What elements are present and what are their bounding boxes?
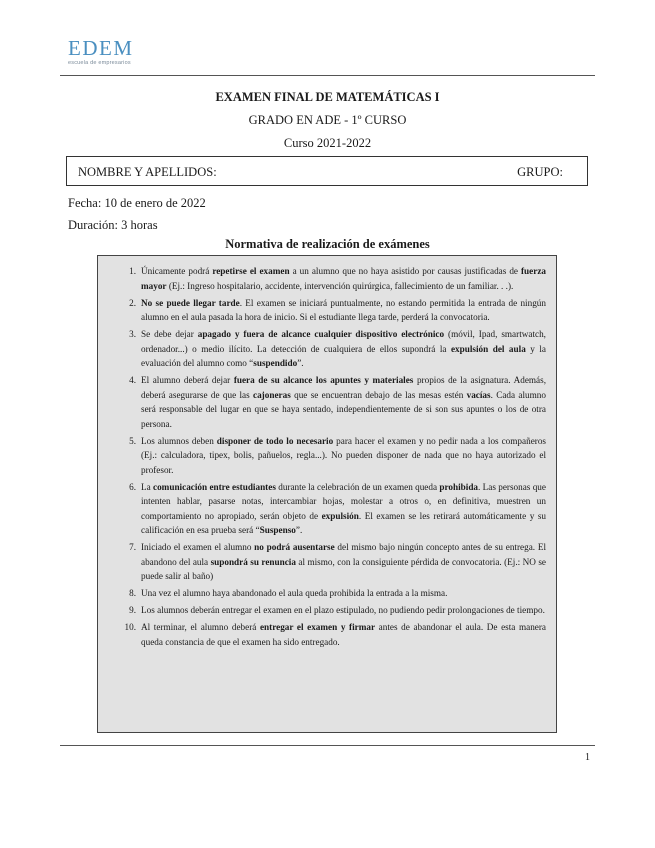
rule-text: . El examen se les retirará automáticamente y su calificación en esa prueba será “ — [141, 510, 546, 535]
rule-emphasis: vacías — [466, 389, 491, 400]
course-line: Curso 2021-2022 — [283, 136, 372, 150]
rule-text: del mismo bajo ningún concepto antes de su entrega. El abandono del aula — [141, 542, 546, 567]
rule-text: que se encuentran debajo de las mesas estén — [290, 389, 467, 400]
rule-item — [98, 480, 546, 538]
exam-duration: Duración: 3 horas — [68, 218, 158, 232]
rule-item — [98, 603, 546, 618]
footer-divider — [60, 745, 595, 746]
degree-line: GRADO EN ADE - 1º CURSO — [248, 113, 407, 127]
rule-emphasis: fuera de su alcance los apuntes y materiales — [233, 375, 414, 385]
edem-logo — [68, 38, 134, 66]
logo-wordmark: EDEM — [68, 36, 134, 60]
rule-emphasis: comunicación entre estudiantes — [153, 481, 276, 492]
rules-box — [97, 255, 557, 733]
rule-emphasis: expulsión — [321, 510, 359, 521]
rule-emphasis: supondrá su renuncia — [210, 556, 296, 567]
rule-number: 9. — [129, 605, 136, 615]
header-divider — [60, 75, 595, 76]
rule-text: durante la celebración de un examen queda — [275, 481, 440, 492]
rule-item — [98, 327, 546, 371]
rule-text: La — [141, 481, 154, 492]
rule-text: y la evaluación del alumno como “ — [141, 343, 546, 368]
rule-item — [98, 620, 546, 649]
rule-item — [98, 296, 546, 325]
rule-text: Una vez el alumno haya abandonado el aula queda prohibida la entrada a la misma. — [141, 588, 448, 598]
rule-item — [98, 264, 546, 293]
rule-text: . Cada alumno será responsable del lugar en que se haya sentado, independientemente de si son sus apuntes o los de otra persona. — [141, 389, 546, 429]
rule-text: ”. — [295, 525, 303, 535]
logo-subtitle: escuela de empresarios — [68, 60, 131, 66]
rule-text: Iniciado el examen el alumno — [141, 542, 255, 552]
rule-text: propios de la asignatura. Además, deberá asegurarse de que las — [141, 375, 547, 400]
rule-emphasis: Suspenso — [259, 525, 296, 535]
rule-number: 4. — [129, 375, 136, 385]
rule-text: El alumno deberá dejar — [141, 375, 234, 385]
rule-text: a un alumno que no haya asistido por causas justificadas de — [289, 266, 521, 276]
rule-text: . Las personas que intenten hablar, pasarse notas, intercambiar hojas, molestar a otros o, en definitiva, muestren un comportamiento no apropiado, serán objeto de — [141, 481, 546, 521]
rule-emphasis: fuerza mayor — [141, 266, 546, 291]
rule-item — [98, 434, 546, 478]
rule-text: antes de abandonar el aula. De esta manera queda constancia de que el examen ha sido entregado. — [141, 622, 547, 647]
rule-text: Los alumnos deben — [141, 435, 217, 446]
rule-text: Únicamente podrá — [141, 266, 213, 276]
rule-text: Al terminar, el alumno deberá — [141, 622, 260, 632]
rule-text: ”. — [297, 358, 304, 368]
student-info-box — [66, 156, 588, 186]
rule-number: 8. — [129, 588, 136, 598]
rule-item — [98, 586, 546, 601]
rule-number: 7. — [129, 542, 136, 552]
rule-text: . El examen se iniciará puntualmente, no estando permitida la entrada de ningún alumno en el aula pasada la hora de inicio. Si el estudiante llega tarde, perderá la convocatoria. — [141, 297, 546, 322]
rule-text: Los alumnos deberán entregar el examen en el plazo estipulado, no pudiendo pedir prolongaciones de tiempo. — [141, 605, 545, 615]
rule-text: Se debe dejar — [141, 329, 198, 339]
rule-emphasis: prohibida — [439, 481, 479, 492]
rules-list — [98, 256, 556, 649]
rule-emphasis: expulsión del aula — [450, 343, 526, 354]
rule-text: (móvil, Ipad, smartwatch, ordenador...) o medio ilícito. La detección de cualquiera de ellos supondrá la — [141, 329, 546, 354]
rule-text: para hacer el examen y no pedir nada a los compañeros (Ej.: calculadora, tipex, bolis, pañuelos, regla...). No pueden disponer de nada que no haya autorizado el profesor. — [141, 435, 546, 475]
rule-number: 5. — [129, 435, 136, 446]
rule-emphasis: entregar el examen y firmar — [259, 622, 376, 632]
rule-text: al mismo, con la consiguiente pérdida de convocatoria. (Ej.: NO se puede salir al baño) — [141, 556, 546, 581]
rule-emphasis: repetirse el examen — [212, 266, 290, 276]
rule-emphasis: suspendido — [253, 358, 298, 368]
name-label: NOMBRE Y APELLIDOS: — [78, 165, 217, 179]
rule-number: 3. — [129, 329, 136, 339]
rule-item — [98, 540, 546, 584]
rules-heading: Normativa de realización de exámenes — [225, 237, 430, 251]
rule-number: 2. — [129, 297, 136, 308]
rule-emphasis: no podrá ausentarse — [254, 542, 335, 552]
rule-emphasis: cajoneras — [253, 389, 291, 400]
rule-number: 6. — [129, 481, 136, 492]
rule-number: 1. — [129, 266, 136, 276]
rule-item — [98, 373, 546, 431]
exam-date: Fecha: 10 de enero de 2022 — [68, 196, 206, 210]
rule-number: 10. — [124, 622, 136, 632]
rule-emphasis: apagado y fuera de alcance cualquier dispositivo electrónico — [197, 329, 445, 339]
rule-text: (Ej.: Ingreso hospitalario, accidente, intervención quirúrgica, fallecimiento de un familiar. . .). — [166, 280, 514, 291]
exam-title: EXAMEN FINAL DE MATEMÁTICAS I — [215, 90, 440, 104]
rule-emphasis: No se puede llegar tarde — [141, 297, 240, 308]
page-number: 1 — [585, 752, 590, 763]
group-label: GRUPO: — [517, 165, 563, 179]
rule-emphasis: disponer de todo lo necesario — [216, 435, 334, 446]
